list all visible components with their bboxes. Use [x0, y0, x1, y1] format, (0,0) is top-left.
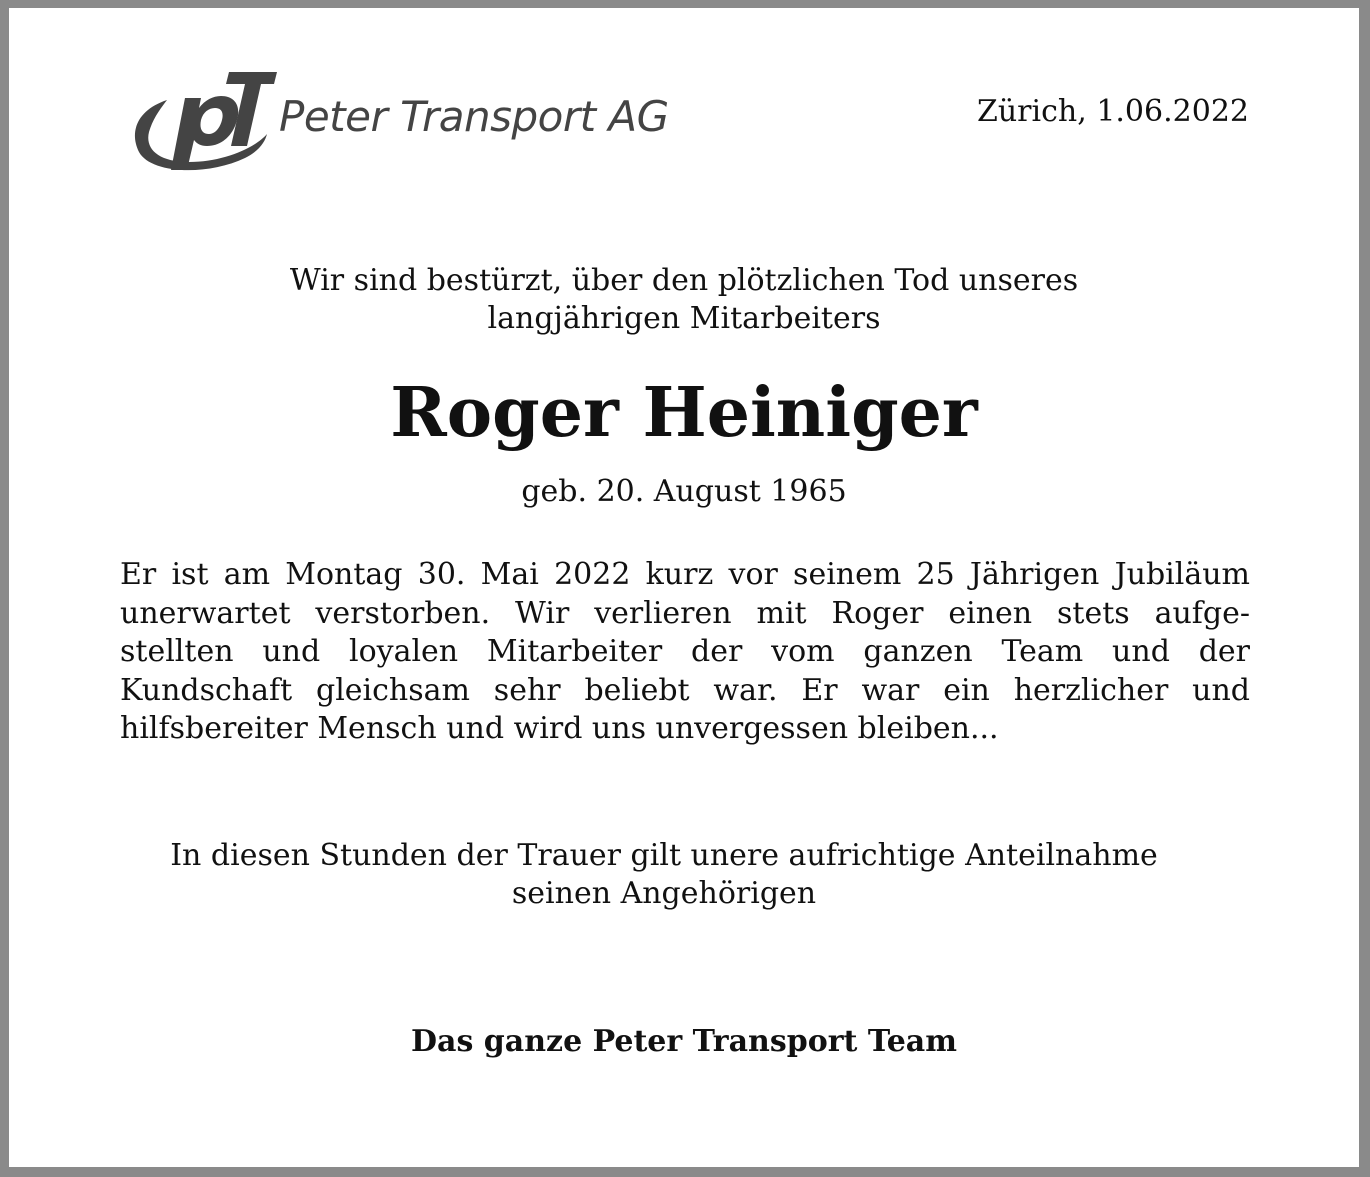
body-paragraph	[120, 556, 1250, 749]
signature: Das ganze Peter Transport Team	[411, 1024, 957, 1059]
condolence-line: seinen Angehörigen	[511, 876, 817, 911]
intro-line: Wir sind bestürzt, über den plötzlichen Tod unseres	[289, 263, 1079, 298]
condolence-line: In diesen Stunden der Trauer gilt unere aufrichtige Anteilnahme	[170, 838, 1158, 873]
birth-date: geb. 20. August 1965	[521, 474, 847, 509]
place-date: Zürich, 1.06.2022	[977, 94, 1249, 129]
intro-text	[9, 262, 1359, 338]
body-line: stellten und loyalen Mitarbeiter der vom ganzen Team und der	[120, 634, 1250, 669]
condolence-text	[129, 837, 1199, 913]
body-line: unerwartet verstorben. Wir verlieren mit Roger einen stets aufge-	[120, 595, 1250, 631]
body-line: Er ist am Montag 30. Mai 2022 kurz vor seinem 25 Jährigen Jubiläum	[120, 557, 1250, 592]
company-name: Peter Transport AG	[279, 92, 669, 141]
company-logo	[127, 62, 687, 180]
body-line: hilfsbereiter Mensch und wird uns unvergessen bleiben...	[120, 711, 999, 746]
deceased-name: Roger Heiniger	[390, 373, 978, 453]
body-line: Kundschaft gleichsam sehr beliebt war. Er war ein herzlicher und	[120, 672, 1250, 708]
intro-line: langjährigen Mitarbeiters	[487, 301, 881, 336]
pt-logo-mark-icon	[127, 62, 277, 180]
